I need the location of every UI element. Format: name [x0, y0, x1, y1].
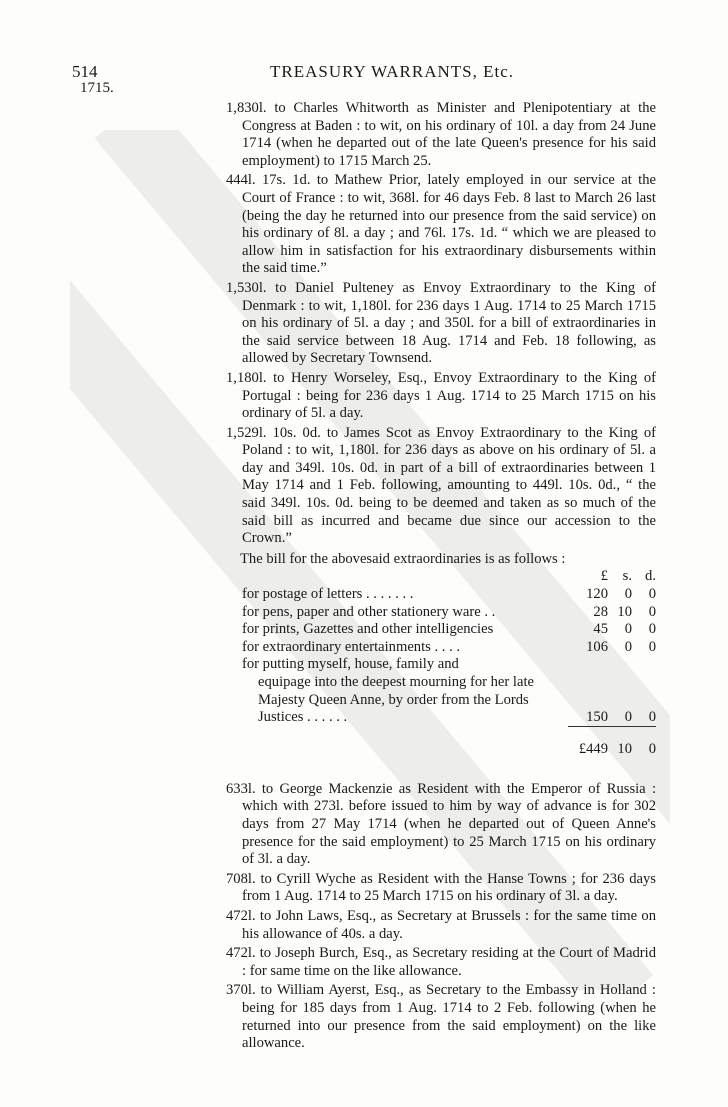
bill-item-shillings: 0	[624, 708, 632, 725]
bill-item-label-text: for extraordinary entertainments . . . .	[242, 638, 461, 655]
bill-item-label-text: for pens, paper and other stationery ware . .	[242, 603, 496, 620]
bill-item-row	[226, 604, 656, 622]
entries-after	[226, 781, 656, 1053]
bill-item-pence: 0	[648, 638, 656, 655]
bill-item-shillings: 0	[624, 621, 632, 638]
warrant-entry: 472l. to John Laws, Esq., as Secretary at Brussels : for the same time on his allowance of 40s. a day.	[226, 908, 656, 942]
bill-item-label	[226, 621, 568, 639]
total-pounds: £449	[568, 727, 608, 759]
bill-item-pounds: 45	[593, 621, 608, 638]
bill-item-pence: 0	[648, 621, 656, 638]
bill-item-pounds: 120	[586, 586, 608, 603]
col-pence: d.	[645, 568, 656, 585]
col-shillings: s.	[622, 568, 632, 585]
bill-item-pence: 0	[648, 586, 656, 603]
bill-item-pence: 0	[648, 708, 656, 725]
bill-item-pence: 0	[648, 603, 656, 620]
bill-item-pounds: 28	[593, 603, 608, 620]
bill-table	[226, 568, 656, 758]
bill-item-row	[226, 656, 656, 726]
bill-item-row	[226, 586, 656, 604]
warrant-entry: 1,830l. to Charles Whitworth as Minister and Plenipotentiary at the Congress at Baden : to wit, on his ordinary of 10l. a day from 24 June 1714 (when he departed out of the late Queen's presence for his said employment) to 1715 March 25.	[226, 100, 656, 169]
bill-item-label	[226, 586, 568, 604]
bill-item-shillings: 0	[624, 586, 632, 603]
warrant-entry: 444l. 17s. 1d. to Mathew Prior, lately employed in our service at the Court of France : to wit, 368l. for 46 days Feb. 8 last to March 26 last (being the day he returned into our presence from the said service) on his ordinary of 8l. a day ; and 76l. 17s. 1d. “ which we are pleased to allow him in satisfaction for his extraordinary disbursements within the said time.”	[226, 172, 656, 277]
total-pence: 0	[632, 727, 656, 759]
warrant-entry: 472l. to Joseph Burch, Esq., as Secretary residing at the Court of Madrid : for same time on the like allowance.	[226, 945, 656, 979]
warrant-entry: 1,529l. 10s. 0d. to James Scot as Envoy Extraordinary to the King of Poland : to wit, 1,180l. for 236 days as above on his ordinary of 5l. a day and 349l. 10s. 0d. in part of a bill of extraordinaries between 1 May 1714 and 1 Feb. following, amounting to 449l. 10s. 0d., “ the said 349l. 10s. 0d. being to be deemed and taken as so much of the said bill as incurred and became due since our accession to the Crown.”	[226, 424, 656, 547]
bill-item-row	[226, 621, 656, 639]
bill-rows	[226, 586, 656, 727]
bill-item-shillings: 10	[617, 603, 632, 620]
bill-item-label-text: for postage of letters . . . . . . .	[242, 586, 414, 603]
bill-item-label	[226, 604, 568, 622]
bill-item-pounds: 150	[586, 708, 608, 725]
warrant-entry: 1,180l. to Henry Worseley, Esq., Envoy Extraordinary to the King of Portugal : being for 236 days 1 Aug. 1714 to 25 March 1715 on his ordinary of 5l. a day.	[226, 369, 656, 422]
warrant-entry: 633l. to George Mackenzie as Resident with the Emperor of Russia : which with 273l. before issued to him by way of advance is for 302 days from 27 May 1714 (when he departed out of Queen Anne's presence for the said employment) to 25 March 1715 on his ordinary of 3l. a day.	[226, 780, 656, 868]
bill-item-label-text: for prints, Gazettes and other intelligencies	[242, 621, 494, 638]
warrant-entry: 1,530l. to Daniel Pulteney as Envoy Extraordinary to the King of Denmark : to wit, 1,180l. for 236 days 1 Aug. 1714 to 25 March 1715 on his ordinary of 5l. a day ; and 350l. for a bill of extraordinaries in the said service between 18 Aug. 1714 and Feb. 18 following, as allowed by Secretary Townsend.	[226, 279, 656, 367]
bill-item-pounds: 106	[586, 638, 608, 655]
page-year: 1715.	[80, 80, 114, 96]
col-pounds: £	[600, 568, 608, 585]
document-body	[226, 100, 656, 1055]
bill-intro: The bill for the abovesaid extraordinaries is as follows :	[240, 550, 566, 567]
bill-item-label	[226, 639, 568, 657]
page-number: 514	[72, 62, 98, 81]
warrant-entry: 370l. to William Ayerst, Esq., as Secretary to the Embassy in Holland : being for 185 days from 1 Aug. 1714 to 2 Feb. following (when he returned into our presence from the said employment) on the like allowance.	[226, 982, 656, 1052]
page-title: TREASURY WARRANTS, Etc.	[270, 62, 515, 81]
bill-total-row	[226, 727, 656, 759]
bill-item-label-continued: equipage into the deepest mourning for her late Majesty Queen Anne, by order from the Lords Justices . . . . . .	[258, 674, 534, 726]
warrant-entry: 708l. to Cyrill Wyche as Resident with the Hanse Towns ; for 236 days from 1 Aug. 1714 to 25 March 1715 on his ordinary of 3l. a day.	[226, 870, 656, 905]
bill-item-row	[226, 639, 656, 657]
bill-item-label	[226, 656, 568, 726]
bill-item-label-text: for putting myself, house, family and	[242, 656, 459, 673]
total-shillings: 10	[608, 727, 632, 759]
bill-item-shillings: 0	[624, 638, 632, 655]
entries-before	[226, 100, 656, 548]
bill-header-row	[226, 568, 656, 586]
